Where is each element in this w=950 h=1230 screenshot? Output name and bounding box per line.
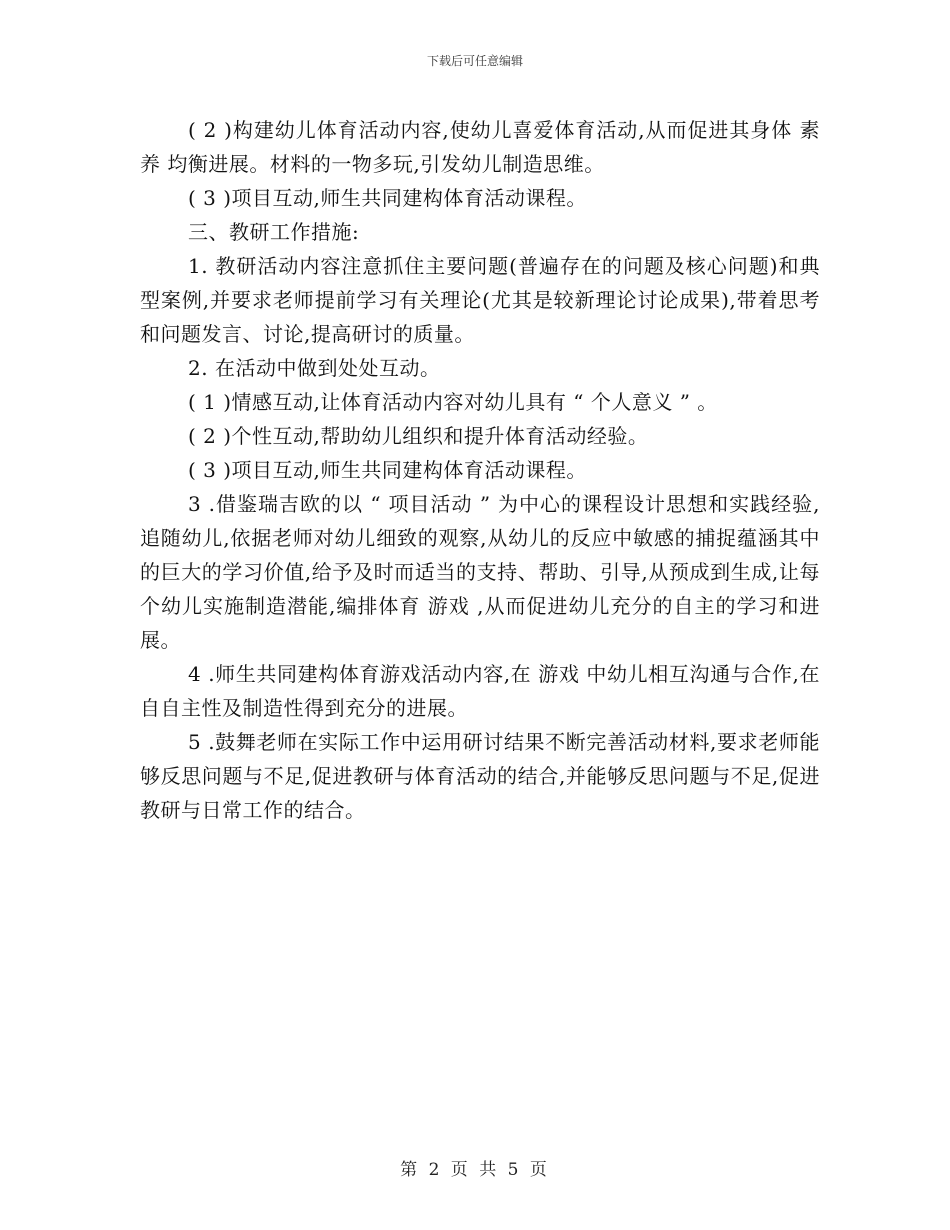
document-body (140, 113, 820, 827)
paragraph: 1. 教研活动内容注意抓住主要问题(普遍存在的问题及核心问题)和典型案例,并要求老师提前学习有关理论(尤其是较新理论讨论成果),带着思考和问题发言、讨论,提高研讨的质量。 (140, 254, 820, 346)
paragraph: ( 1 )情感互动,让体育活动内容对幼儿具有 “ 个人意义 ” 。 (188, 390, 718, 414)
paragraph: ( 3 )项目互动,师生共同建构体育活动课程。 (188, 458, 587, 482)
paragraph: ( 3 )项目互动,师生共同建构体育活动课程。 (188, 186, 587, 210)
page-number: 第 2 页 共 5 页 (400, 1160, 550, 1180)
section-heading: 三、教研工作措施: (188, 220, 360, 244)
paragraph: 4 .师生共同建构体育游戏活动内容,在 游戏 中幼儿相互沟通与合作,在自自主性及制造性得到充分的进展。 (140, 662, 820, 720)
header-note: 下载后可任意编辑 (426, 54, 523, 68)
paragraph: ( 2 )个性互动,帮助幼儿组织和提升体育活动经验。 (188, 424, 649, 448)
paragraph: 5 .鼓舞老师在实际工作中运用研讨结果不断完善活动材料,要求老师能够反思问题与不足,促进教研与体育活动的结合,并能够反思问题与不足,促进教研与日常工作的结合。 (140, 730, 820, 822)
paragraph: 3 .借鉴瑞吉欧的以 “ 项目活动 ” 为中心的课程设计思想和实践经验,追随幼儿,依据老师对幼儿细致的观察,从幼儿的反应中敏感的捕捉蕴涵其中的巨大的学习价值,给予及时而适当的支持、帮助、引导,从预成到生成,让每个幼儿实施制造潜能,编排体育 游戏 ,从而促进幼儿充分的自主的学习和进展。 (140, 492, 820, 652)
paragraph: 2. 在活动中做到处处互动。 (188, 356, 441, 380)
paragraph: ( 2 )构建幼儿体育活动内容,使幼儿喜爱体育活动,从而促进其身体 素养 均衡进展。材料的一物多玩,引发幼儿制造思维。 (140, 118, 820, 176)
